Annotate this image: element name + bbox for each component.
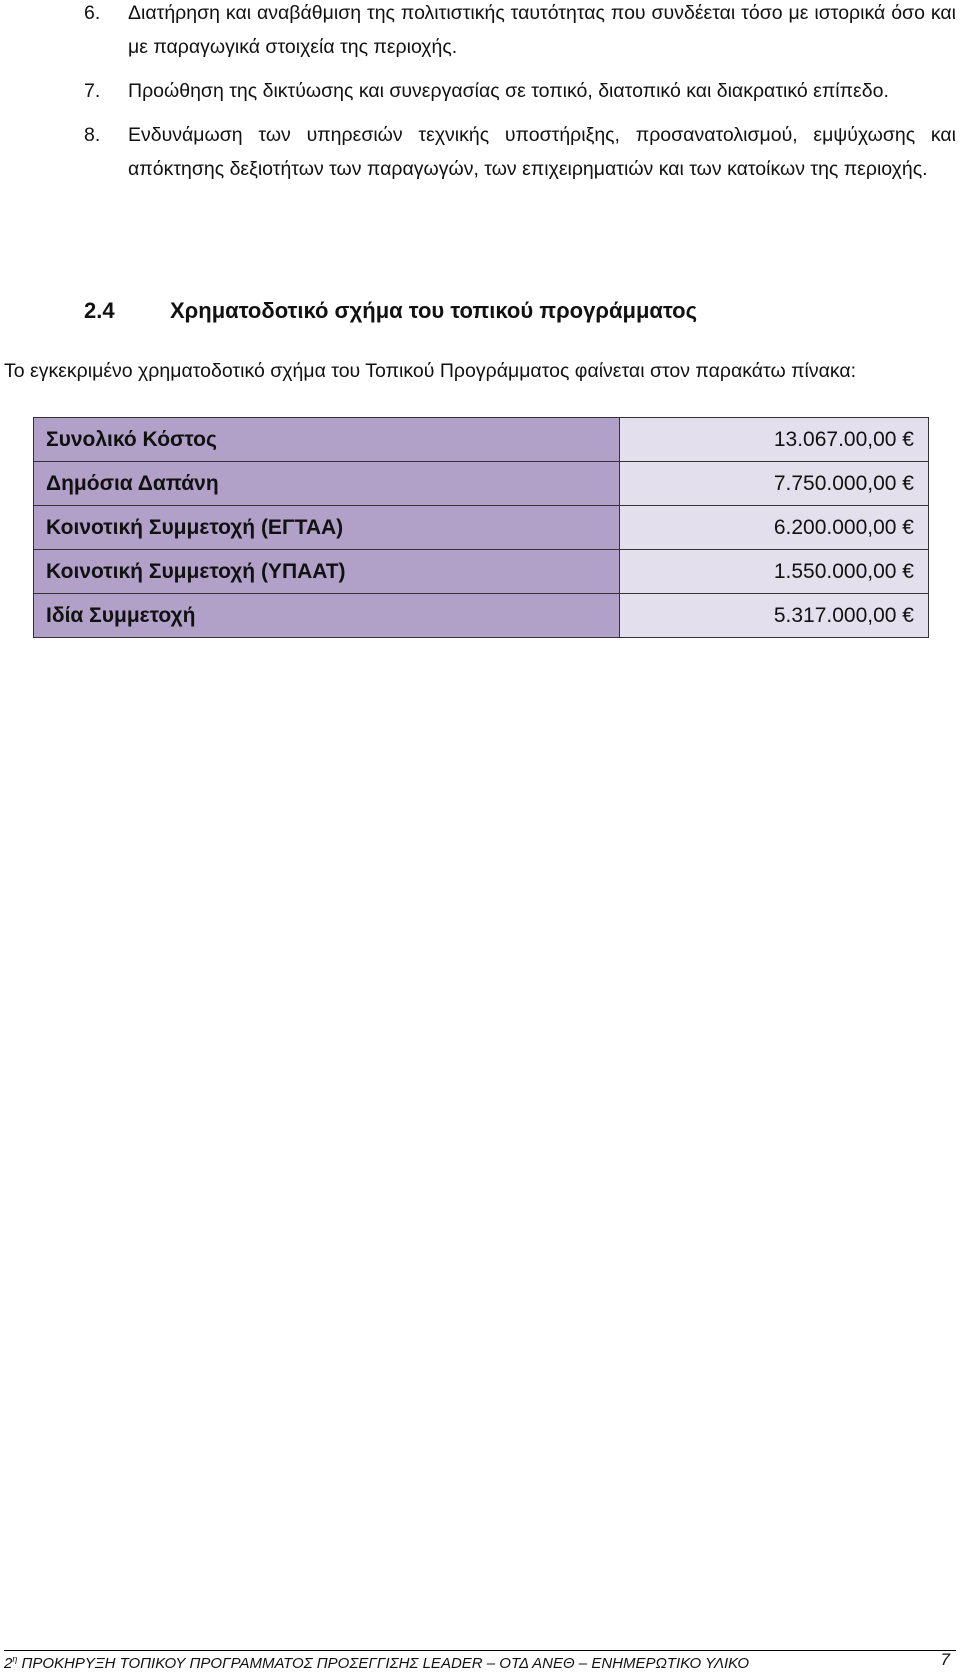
page-number: 7 <box>940 1650 950 1669</box>
section-number: 2.4 <box>84 298 115 323</box>
list-item-number: 8. <box>84 124 101 146</box>
numbered-list <box>84 0 956 196</box>
footer-text: ΠΡΟΚΗΡΥΞΗ ΤΟΠΙΚΟΥ ΠΡΟΓΡΑΜΜΑΤΟΣ ΠΡΟΣΕΓΓΙΣΗΣ LEADER – ΟΤΔ ΑΝΕΘ – ΕΝΗΜΕΡΩΤΙΚΟ ΥΛΙΚΟ <box>17 1655 750 1672</box>
financing-table <box>33 417 929 638</box>
row-value: 6.200.000,00 € <box>620 506 929 550</box>
footer-ordinal-suffix: η <box>12 1654 18 1664</box>
section-intro: Το εγκεκριμένο χρηματοδοτικό σχήμα του Τοπικού Προγράμματος φαίνεται στον παρακάτω πίνακα: <box>4 360 857 382</box>
row-value: 1.550.000,00 € <box>620 550 929 594</box>
table-row <box>34 550 929 594</box>
list-item-number: 7. <box>84 80 101 102</box>
section-title: Χρηματοδοτικό σχήμα του τοπικού προγράμματος <box>170 298 698 323</box>
table-row <box>34 418 929 462</box>
list-item-text: Διατήρηση και αναβάθμιση της πολιτιστικής ταυτότητας που συνδέεται τόσο με ιστορικά όσο και με παραγωγικά στοιχεία της περιοχής. <box>128 2 956 58</box>
row-label: Δημόσια Δαπάνη <box>34 462 620 506</box>
row-label: Κοινοτική Συμμετοχή (ΕΓΤΑΑ) <box>34 506 620 550</box>
list-item-text: Ενδυνάμωση των υπηρεσιών τεχνικής υποστήριξης, προσανατολισμού, εμψύχωσης και απόκτησης δεξιοτήτων των παραγωγών, των επιχειρηματιών και των κατοίκων της περιοχής. <box>128 124 956 180</box>
list-item-number: 6. <box>84 2 101 24</box>
footer-ordinal: 2 <box>4 1655 13 1672</box>
list-item-text: Προώθηση της δικτύωσης και συνεργασίας σε τοπικό, διατοπικό και διακρατικό επίπεδο. <box>128 80 889 102</box>
list-item <box>84 74 956 108</box>
row-label: Ιδία Συμμετοχή <box>34 594 620 638</box>
section-heading <box>84 298 697 324</box>
row-value: 7.750.000,00 € <box>620 462 929 506</box>
row-value: 5.317.000,00 € <box>620 594 929 638</box>
row-label: Συνολικό Κόστος <box>34 418 620 462</box>
table-row <box>34 506 929 550</box>
row-label: Κοινοτική Συμμετοχή (ΥΠΑΑΤ) <box>34 550 620 594</box>
footer-divider <box>4 1650 956 1651</box>
list-item <box>84 118 956 186</box>
row-value: 13.067.00,00 € <box>620 418 929 462</box>
page-footer <box>4 1654 749 1672</box>
table-row <box>34 594 929 638</box>
table-row <box>34 462 929 506</box>
list-item <box>84 0 956 64</box>
